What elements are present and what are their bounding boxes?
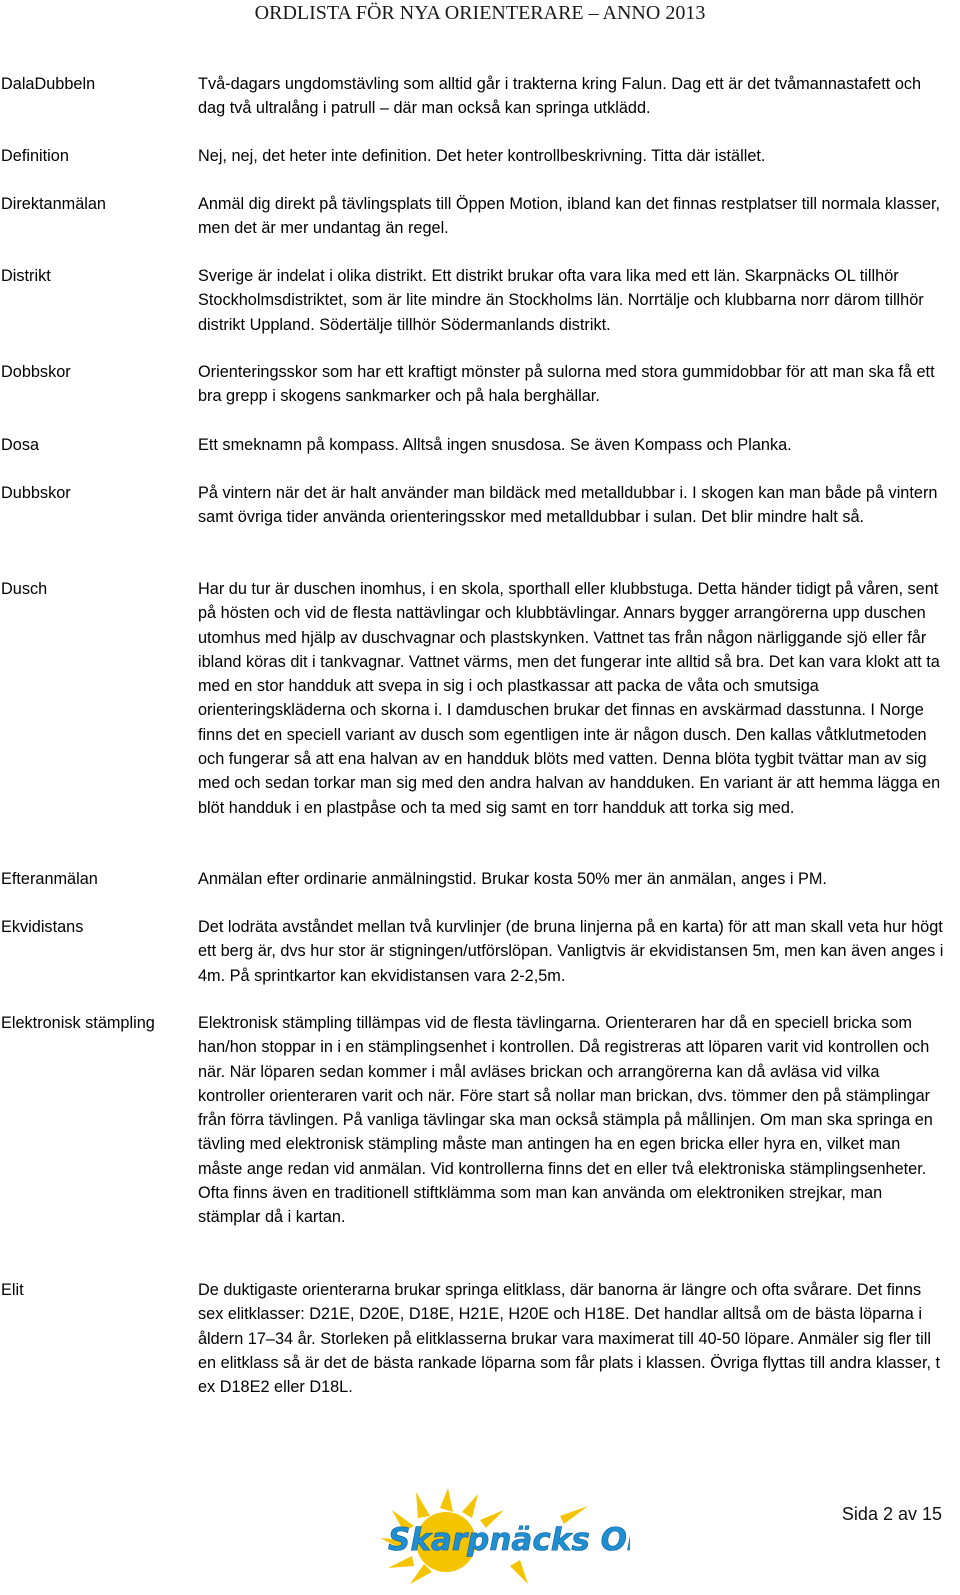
term: Elektronisk stämpling xyxy=(1,1014,155,1032)
term: Dubbskor xyxy=(1,484,71,502)
logo-text: Skarpnäcks OL xyxy=(388,1522,630,1558)
definition: De duktigaste orienterarna brukar springa elitklass, där banorna är längre och ofta svårare. Det finns sex elitklasser: D21E, D20E, D18E, H21E, H20E och H18E. Det handlar alltså om de bästa löparna i åldern 17–34 år. Storleken på elitklasserna brukar vara maximerat till 40-50 löpare. Anmäler sig fler till en elitklass så är det de bästa rankade löparna som får plats i klassen. Övriga flyttas till andra klasser, t ex D18E2 eller D18L. xyxy=(198,1281,941,1397)
definition: Det lodräta avståndet mellan två kurvlinjer (de bruna linjerna på en karta) för att man skall veta hur högt ett berg är, dvs hur stor är stigningen/utförslöpan. Vanligtvis är ekvidistansen 5m, men kan även anges i 4m. På sprintkartor kan ekvidistansen vara 2-2,5m. xyxy=(198,918,944,985)
definition: Elektronisk stämpling tillämpas vid de flesta tävlingarna. Orienteraren har då en speciell bricka som han/hon stoppar in i en stämplingsenhet i kontrollen. Då registreras att löparen varit vid kontrollen och när. När löparen sedan kommer i mål avläses brickan och arrangörerna kan då avläsa vid vilka kontroller orienteraren varit och när. Före start så nollar man brickan, dvs. tömmer den på stämplingar från förra tävlingen. På vanliga tävlingar ska man också stämpla på mållinjen. Om man ska springa en tävling med elektronisk stämpling måste man antingen ha en egen bricka eller hyra en, vilket man måste ange redan vid anmälan. Vid kontrollerna finns det en eller två elektroniska stämplingsenheter. Ofta finns även en traditionell stiftklämma som man kan använda om elektroniken strejkar, man stämplar då i kartan. xyxy=(198,1014,933,1227)
term: Direktanmälan xyxy=(1,195,106,213)
term: Dosa xyxy=(1,436,40,454)
page-header: ORDLISTA FÖR NYA ORIENTERARE – ANNO 2013 xyxy=(254,2,706,24)
definition: Ett smeknamn på kompass. Alltså ingen snusdosa. Se även Kompass och Planka. xyxy=(198,436,792,454)
term: Efteranmälan xyxy=(1,870,98,888)
term: Dusch xyxy=(1,580,48,598)
term: Definition xyxy=(1,147,69,165)
term: Distrikt xyxy=(1,267,51,285)
term: Elit xyxy=(1,1281,24,1299)
page-number: Sida 2 av 15 xyxy=(841,1504,942,1524)
term: DalaDubbeln xyxy=(1,75,96,93)
club-logo xyxy=(378,1480,630,1590)
definition: Har du tur är duschen inomhus, i en skola, sporthall eller klubbstuga. Detta händer tidigt på våren, sent på hösten och vid de flesta nattävlingar och klubbtävlingar. Annars bygger arrangörerna upp duschen utomhus med hjälp av duschvagnar och plastskynken. Vattnet tas från någon närliggande sjö eller får ibland köras dit i tankvagnar. Vattnet värms, men det fungerar inte alltid så bra. Det kan vara klokt att ta med en stor handduk att svepa in sig i och plastkassar att packa de våta och smutsiga orienteringskläderna och skorna i. I damduschen brukar det finnas en avskärmad dasstunna. I Norge finns det en speciell variant av dusch som egentligen inte är någon dusch. Den kallas våtklutmetoden och fungerar så att ena halvan av en handduk blöts med vatten. Denna blöta tygbit tvättar man av sig med och sedan torkar man sig med den andra halvan av handduken. En variant är att hemma lägga en blöt handduk i en plastpåse och ta med sig samt en torr handduk att torka sig med. xyxy=(198,580,941,817)
definition: Anmäl dig direkt på tävlingsplats till Öppen Motion, ibland kan det finnas restplatser till normala klasser, men det är mer undantag än regel. xyxy=(198,195,941,238)
term: Dobbskor xyxy=(1,363,71,381)
definition: Orienteringsskor som har ett kraftigt mönster på sulorna med stora gummidobbar för att man ska få ett bra grepp i skogens sankmarker och på hala berghällar. xyxy=(198,363,935,406)
definition: På vintern när det är halt använder man bildäck med metalldubbar i. I skogen kan man både på vintern samt övriga tider använda orienteringsskor med metalldubbar i sulan. Det blir mindre halt så. xyxy=(198,484,938,527)
definition: Anmälan efter ordinarie anmälningstid. Brukar kosta 50% mer än anmälan, anges i PM. xyxy=(198,870,827,888)
term: Ekvidistans xyxy=(1,918,84,936)
definition: Två-dagars ungdomstävling som alltid går i trakterna kring Falun. Dag ett är det tvåmannastafett och dag två ultralång i patrull – där man också kan springa utklädd. xyxy=(198,75,922,118)
definition: Nej, nej, det heter inte definition. Det heter kontrollbeskrivning. Titta där istället. xyxy=(198,147,766,165)
sun-logo-icon xyxy=(378,1480,630,1590)
definition: Sverige är indelat i olika distrikt. Ett distrikt brukar ofta vara lika med ett län. Skarpnäcks OL tillhör Stockholmsdistriktet, som är lite mindre än Stockholms län. Norrtälje och klubbarna norr därom tillhör distrikt Uppland. Södertälje tillhör Södermanlands distrikt. xyxy=(198,267,924,334)
